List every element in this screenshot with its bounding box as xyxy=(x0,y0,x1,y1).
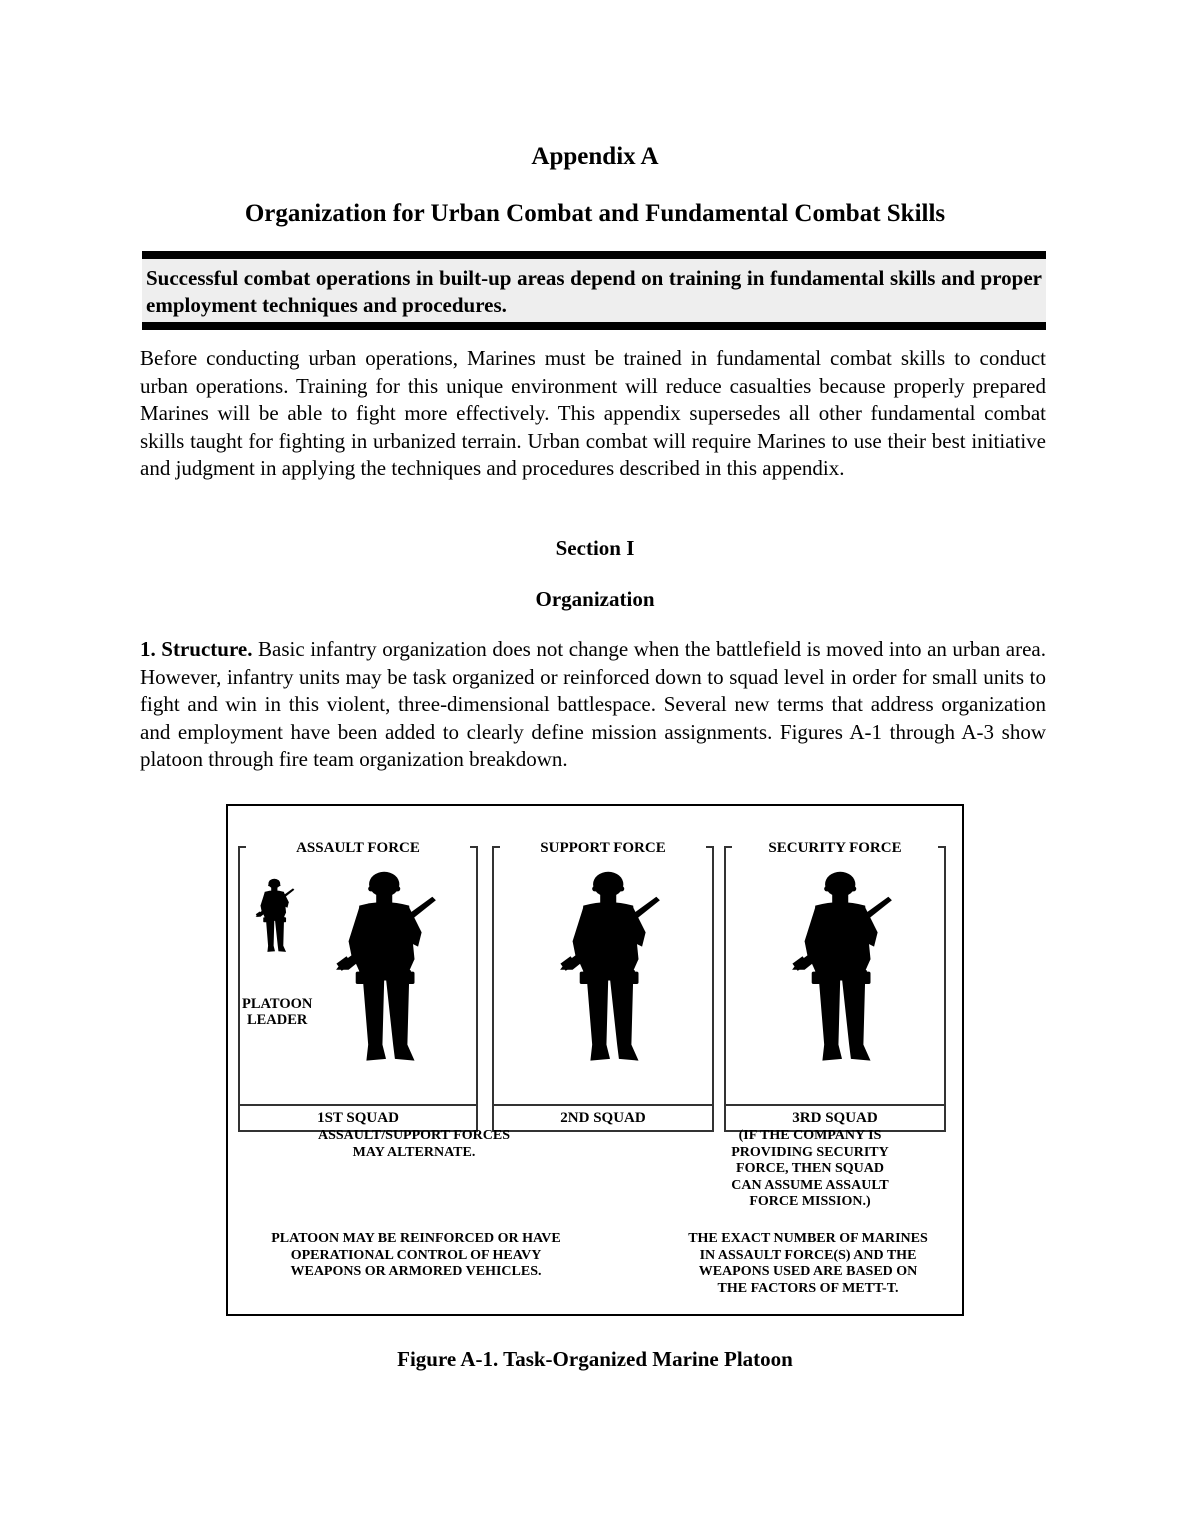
squad-label: 1ST SQUAD xyxy=(238,1104,478,1132)
figure-a1 xyxy=(226,804,964,1316)
soldier-silhouette-icon xyxy=(786,870,898,1066)
structure-label: 1. Structure. xyxy=(140,637,253,661)
soldier-silhouette-icon xyxy=(554,870,666,1066)
callout-text: Successful combat operations in built-up areas depend on training in fundamental skills and proper employment techniques and procedures. xyxy=(146,266,1042,317)
figure-caption: Figure A-1. Task-Organized Marine Platoon xyxy=(397,1347,793,1371)
appendix-title: Organization for Urban Combat and Fundamental Combat Skills xyxy=(244,200,946,227)
panel-assault xyxy=(238,840,478,1132)
panel-border-left xyxy=(724,846,726,1106)
panel-border-right xyxy=(476,846,478,1106)
panel-border-left xyxy=(238,846,240,1106)
panel-support xyxy=(492,840,714,1132)
structure-paragraph xyxy=(140,636,1046,774)
platoon-leader-silhouette-icon xyxy=(252,878,298,954)
intro-paragraph: Before conducting urban operations, Marines must be trained in fundamental combat skills to conduct urban operations. Training for this unique environment will reduce casualties because properly prepared Marines will be able to fight more effectively. This appendix supersedes all other fundamental combat skills taught for fighting in urbanized terrain. Urban combat will require Marines to use their best initiative and judgment in applying the techniques and procedures described in this appendix. xyxy=(140,346,1046,480)
force-title: SECURITY FORCE xyxy=(768,840,902,856)
appendix-heading: Appendix A xyxy=(531,143,659,170)
panel-security xyxy=(724,840,946,1132)
force-title: ASSAULT FORCE xyxy=(296,840,420,856)
panel-border-right xyxy=(944,846,946,1106)
panel-border-right xyxy=(712,846,714,1106)
callout-box xyxy=(142,251,1046,330)
squad-label: 2ND SQUAD xyxy=(492,1104,714,1132)
section-number: Section I xyxy=(555,536,635,560)
note-mett: THE EXACT NUMBER OF MARINES IN ASSAULT FORCE(S) AND THE WEAPONS USED ARE BASED ON THE FACTORS OF METT-T. xyxy=(688,1231,928,1296)
note-reinforced: PLATOON MAY BE REINFORCED OR HAVE OPERATIONAL CONTROL OF HEAVY WEAPONS OR ARMORED VEHICLES. xyxy=(271,1231,561,1279)
structure-text: Basic infantry organization does not change when the battlefield is moved into an urban area. However, infantry units may be task organized or reinforced down to squad level in order for small units to fight and win in this violent, three-dimensional battlespace. Several new terms that address organization and employment have been added to clearly define mission assignments. Figures A-1 through A-3 show platoon through fire team organization breakdown. xyxy=(140,637,1046,771)
soldier-silhouette-icon xyxy=(330,870,442,1066)
force-title: SUPPORT FORCE xyxy=(540,840,666,856)
platoon-leader-label xyxy=(242,996,312,1028)
platoon-leader-line1: PLATOON xyxy=(242,996,313,1012)
platoon-leader-line2: LEADER xyxy=(246,1012,308,1028)
note-security: (IF THE COMPANY IS PROVIDING SECURITY FORCE, THEN SQUAD CAN ASSUME ASSAULT FORCE MISSION.) xyxy=(731,1128,889,1209)
note-alternate: ASSAULT/SUPPORT FORCES MAY ALTERNATE. xyxy=(317,1128,511,1160)
squad-label: 3RD SQUAD xyxy=(724,1104,946,1132)
panel-border-left xyxy=(492,846,494,1106)
section-title: Organization xyxy=(535,587,655,611)
